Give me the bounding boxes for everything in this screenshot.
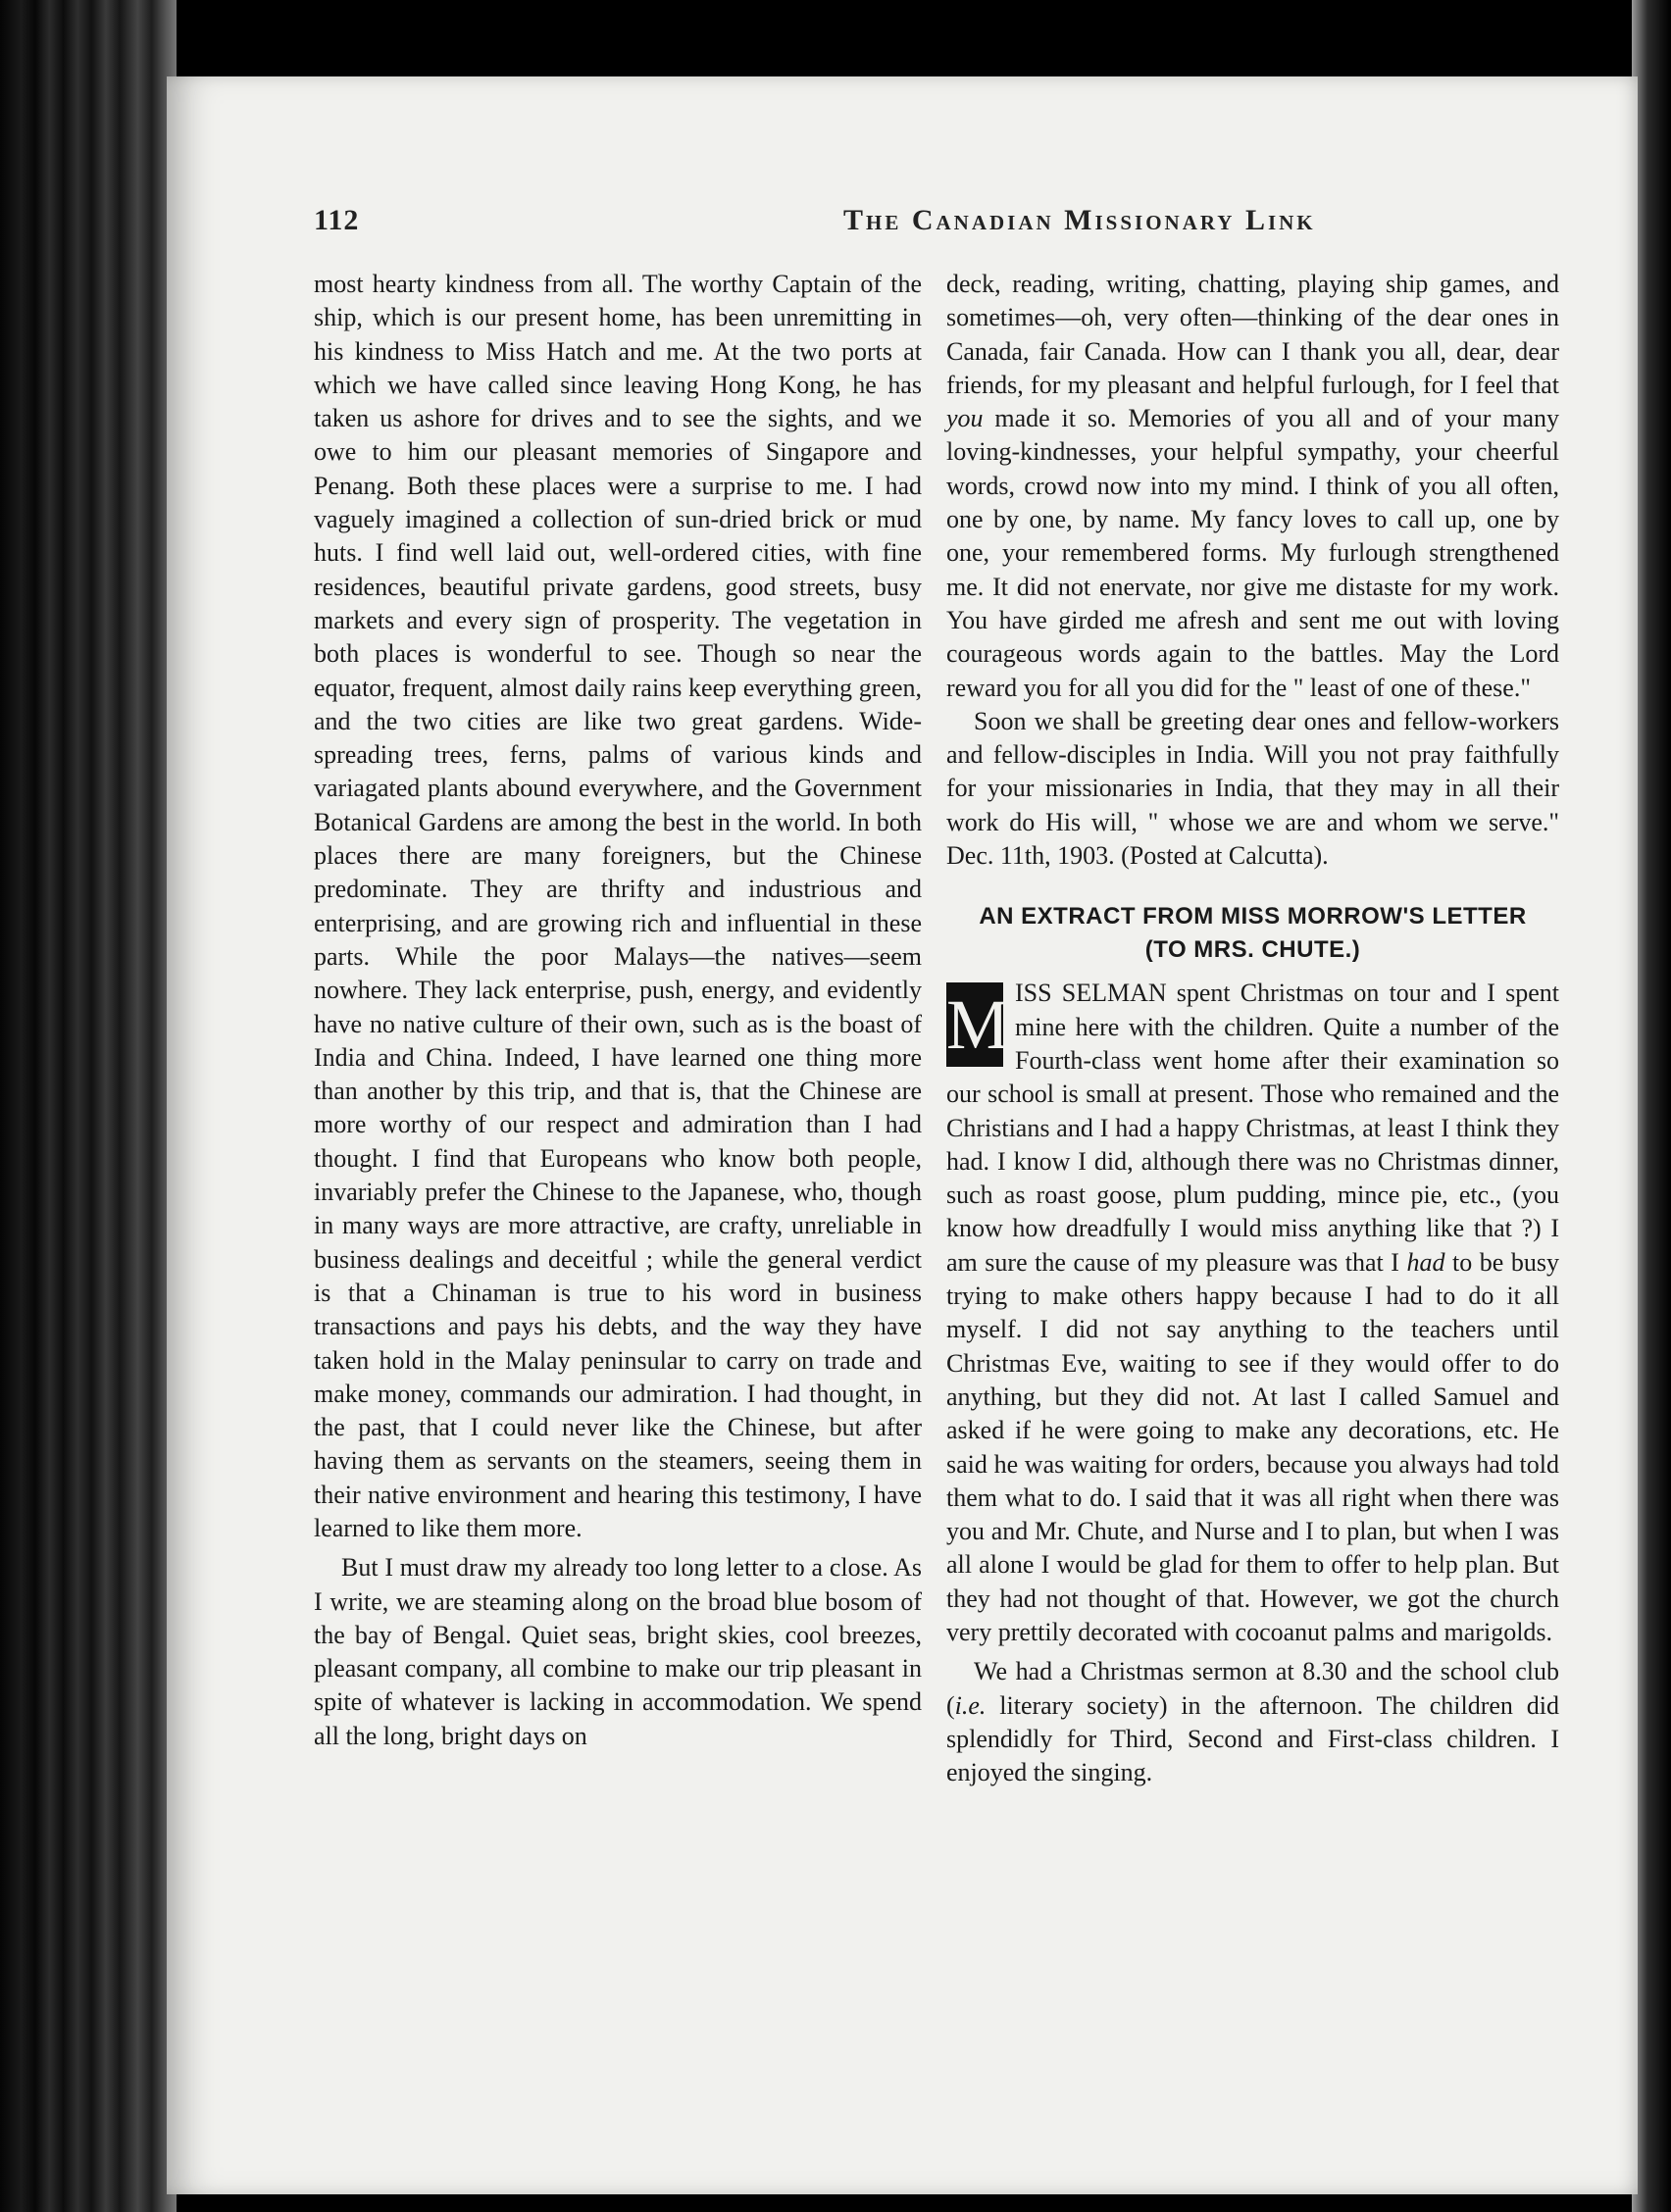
page-header [314,204,1638,253]
left-paragraph-1: most hearty kindness from all. The worthy Captain of the ship, which is our present home, has been unremitting in his kindness to Miss Hatch and me. At the two ports at which we have called since leaving Hong Kong, he has taken us ashore for drives and to see the sights, and we owe to him our pleasant memories of Singapore and Penang. Both these places were a surprise to me. I had vaguely imagined a collection of sun-dried brick or mud huts. I find well laid out, well-ordered cities, with fine residences, beautiful private gardens, good streets, busy markets and every sign of prosperity. The vegetation in both places is wonderful to see. Though so near the equator, frequent, almost daily rains keep everything green, and the two cities are like two great gardens. Wide-spreading trees, ferns, palms of various kinds and variagated plants abound everywhere, and the Government Botanical Gardens are among the best in the world. In both places there are many foreigners, but the Chinese predominate. They are thrifty and industrious and enterprising, and are growing rich and influential in these parts. While the poor Malays—the natives—seem nowhere. They lack enterprise, push, energy, and evidently have no native culture of their own, such as is the boast of India and China. Indeed, I have learned one thing more than another by this trip, and that is, that the Chinese are more worthy of our respect and admiration than I had thought. I find that Europeans who know both people, invariably prefer the Chinese to the Japanese, who, though in many ways are more attractive, are crafty, unreliable in business dealings and deceitful ; while the general verdict is that a Chinaman is true to his word in business transactions and pays his debts, and the way they have taken hold in the Malay peninsular to carry on trade and make money, commands our admiration. I had thought, in the past, that I could never like the Chinese, but after having them as servants on the steamers, seeing them in their native environment and hearing this testimony, I have learned to like them more. [314,270,922,1542]
text-segment: deck, reading, writing, chatting, playing ship games, and sometimes—oh, very often—thinking of the dear ones in Canada, fair Canada. How can I thank you all, dear, dear friends, for my pleasant and helpful furlough, for I feel that [946,270,1559,399]
italic-word: you [946,404,984,433]
left-column [314,268,922,1753]
right-paragraph-1 [946,268,1559,705]
text-segment: literary society) in the afternoon. The children did splendidly for Third, Second and First-class children. I enjoyed the singing. [946,1690,1559,1787]
book-page [167,76,1638,2194]
drop-cap: M [946,982,1003,1067]
book-binding [0,0,177,2212]
article-heading [946,900,1559,967]
lead-in: ISS SELMAN [1015,979,1167,1008]
right-paragraph-4 [946,1655,1559,1789]
text-segment: We had a Christmas sermon at 8.30 and the school club ( [946,1657,1559,1720]
page-number: 112 [314,204,360,236]
text-segment: spent Christmas on tour and I spent mine here with the children. Quite a number of the Fourth-class went home after their examination so our school is small at present. Those who remained and the Christians and I had a happy Christmas, at least I think they had. I know I did, although there was no Christmas dinner, such as roast goose, plum pudding, mince pie, etc., (you know how dreadfully I would miss anything like that ?) I am sure the cause of my pleasure was that I [946,979,1559,1277]
running-title: The Canadian Missionary Link [843,204,1316,236]
text-segment: to be busy trying to make others happy because I had to do it all myself. I did not say anything to the teachers until Christmas Eve, waiting to see if they would offer to do anything, but they did not. At last I called Samuel and asked if he were going to make any decorations, etc. He said he was waiting for orders, because you always had told them what to do. I said that it was all right when there was you and Mr. Chute, and Nurse and I to plan, but when I was all alone I would be glad for them to offer to help plan. But they had not thought of that. However, we got the church very prettily decorated with cocoanut palms and marigolds. [946,1247,1559,1646]
text-segment: made it so. Memories of you all and of your many loving-kindnesses, your helpful sympathy, your cheerful words, crowd now into my mind. I think of you all often, one by one, by name. My fancy loves to call up, one by one, your remembered forms. My furlough strengthened me. It did not enervate, nor give me distaste for my work. You have girded me afresh and sent me out with loving courageous words again to the battles. May the Lord reward you for all you did for the " least of one of these." [946,404,1559,702]
italic-word: had [1406,1247,1445,1277]
right-paragraph-3 [946,977,1559,1649]
book-edge [1632,0,1671,2212]
left-paragraph-2: But I must draw my already too long letter to a close. As I write, we are steaming along on the broad blue bosom of the bay of Bengal. Quiet seas, bright skies, cool breezes, pleasant company, all combine to make our trip pleasant in spite of whatever is lacking in accommodation. We spend all the long, bright days on [314,1553,922,1750]
right-paragraph-2: Soon we shall be greeting dear ones and fellow-workers and fellow-disciples in India. Will you not pray faithfully for your missionaries in India, that they may in all their work do His will, " whose we are and whom we serve." Dec. 11th, 1903. (Posted at Calcutta). [946,706,1559,871]
right-column [946,268,1559,1789]
heading-line-1: AN EXTRACT FROM MISS MORROW'S LETTER [979,903,1527,930]
italic-word: i.e. [954,1690,987,1720]
heading-line-2: (TO MRS. CHUTE.) [1144,936,1361,964]
